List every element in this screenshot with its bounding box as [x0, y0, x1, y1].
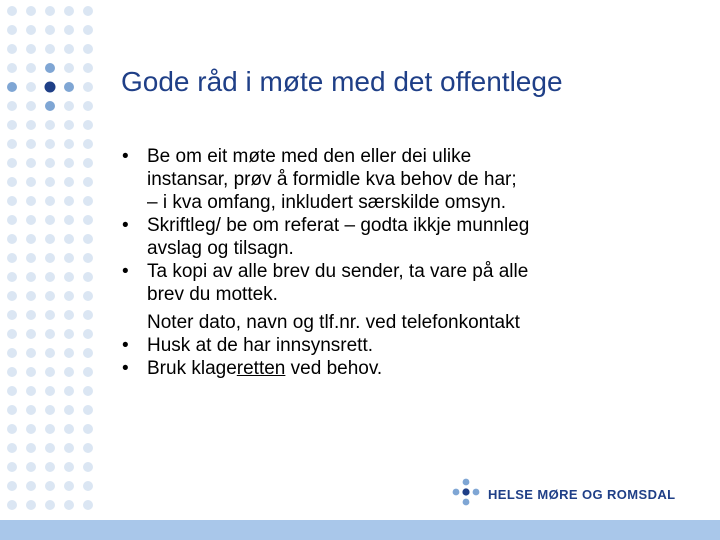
decorative-dot — [64, 272, 74, 282]
decorative-dot — [26, 101, 36, 111]
decorative-dot — [83, 424, 93, 434]
decorative-dot — [45, 424, 55, 434]
decorative-dot — [26, 177, 36, 187]
bullet-underlined-word: retten — [236, 358, 286, 379]
decorative-dot — [26, 500, 36, 510]
decorative-dot — [83, 44, 93, 54]
decorative-dot — [45, 481, 55, 491]
decorative-dot-grid — [0, 0, 110, 520]
decorative-dot — [7, 291, 17, 301]
decorative-dot — [7, 63, 17, 73]
decorative-dot — [64, 139, 74, 149]
decorative-dot — [83, 253, 93, 263]
decorative-dot — [26, 462, 36, 472]
decorative-dot — [64, 329, 74, 339]
decorative-dot — [45, 63, 55, 73]
decorative-dot — [7, 6, 17, 16]
decorative-dot — [7, 386, 17, 396]
decorative-dot — [83, 63, 93, 73]
decorative-dot — [83, 158, 93, 168]
bullet-line: • Be om eit møte med den eller dei ulike — [147, 146, 472, 167]
footer-bar — [0, 520, 720, 540]
decorative-dot — [83, 177, 93, 187]
decorative-dot — [26, 215, 36, 225]
decorative-dot — [64, 215, 74, 225]
decorative-dot — [7, 177, 17, 187]
bullet-item-1 — [118, 145, 678, 214]
decorative-dot — [64, 291, 74, 301]
decorative-dot — [26, 196, 36, 206]
decorative-dot — [26, 386, 36, 396]
decorative-dot — [26, 234, 36, 244]
decorative-dot — [64, 177, 74, 187]
decorative-dot — [45, 120, 55, 130]
decorative-dot — [45, 367, 55, 377]
decorative-dot — [26, 82, 36, 92]
decorative-dot — [45, 234, 55, 244]
bullet-item-2 — [118, 214, 678, 260]
decorative-dot — [26, 329, 36, 339]
decorative-dot — [7, 481, 17, 491]
bullet-line: • Husk at de har innsynsrett. — [147, 335, 373, 356]
decorative-dot — [83, 462, 93, 472]
decorative-dot — [45, 329, 55, 339]
decorative-dot — [26, 424, 36, 434]
decorative-dot — [64, 6, 74, 16]
decorative-dot — [26, 348, 36, 358]
decorative-dot — [83, 500, 93, 510]
decorative-dot — [83, 101, 93, 111]
decorative-dot — [83, 139, 93, 149]
decorative-dot — [83, 82, 93, 92]
bullet-list — [118, 145, 678, 380]
decorative-dot — [45, 443, 55, 453]
decorative-dot — [7, 310, 17, 320]
decorative-dot — [64, 253, 74, 263]
decorative-dot — [83, 120, 93, 130]
decorative-dot — [83, 6, 93, 16]
bullet-line: • Ta kopi av alle brev du sender, ta vare på alle — [147, 261, 529, 282]
decorative-dot — [26, 443, 36, 453]
bullet-line: avslag og tilsagn. — [147, 238, 294, 259]
decorative-dot — [83, 196, 93, 206]
decorative-dot — [45, 405, 55, 415]
decorative-dot — [45, 500, 55, 510]
decorative-dot — [64, 481, 74, 491]
decorative-dot — [45, 291, 55, 301]
decorative-dot — [83, 386, 93, 396]
decorative-dot — [45, 386, 55, 396]
decorative-dot — [26, 25, 36, 35]
decorative-dot — [26, 367, 36, 377]
decorative-dot — [64, 310, 74, 320]
decorative-dot — [64, 348, 74, 358]
decorative-dot — [45, 139, 55, 149]
decorative-dot — [26, 481, 36, 491]
bullet-item-3 — [118, 260, 678, 306]
decorative-dot — [26, 272, 36, 282]
decorative-dot — [26, 6, 36, 16]
bullet-line: instansar, prøv å formidle kva behov de har; — [147, 169, 517, 190]
organization-logo — [452, 478, 676, 510]
decorative-dot — [45, 215, 55, 225]
decorative-dot — [64, 82, 74, 92]
decorative-dot — [45, 177, 55, 187]
decorative-dot — [7, 82, 17, 92]
decorative-dot — [83, 25, 93, 35]
decorative-dot — [83, 405, 93, 415]
decorative-dot — [7, 348, 17, 358]
decorative-dot — [83, 348, 93, 358]
decorative-dot — [64, 44, 74, 54]
decorative-dot — [45, 196, 55, 206]
decorative-dot — [64, 234, 74, 244]
decorative-dot — [45, 348, 55, 358]
decorative-dot — [7, 405, 17, 415]
decorative-dot — [7, 329, 17, 339]
decorative-dot — [7, 25, 17, 35]
decorative-dot — [45, 44, 55, 54]
decorative-dot — [64, 386, 74, 396]
decorative-dot — [45, 310, 55, 320]
decorative-dot — [7, 253, 17, 263]
bullet-item-5 — [118, 357, 678, 380]
decorative-dot — [64, 120, 74, 130]
decorative-dot — [64, 500, 74, 510]
decorative-dot — [45, 25, 55, 35]
decorative-dot — [26, 120, 36, 130]
decorative-dot — [64, 367, 74, 377]
decorative-dot — [83, 481, 93, 491]
decorative-dot — [7, 158, 17, 168]
decorative-dot — [7, 367, 17, 377]
logo-text: HELSE MØRE OG ROMSDAL — [488, 486, 676, 502]
decorative-dot — [26, 44, 36, 54]
decorative-dot — [26, 139, 36, 149]
logo-dots-icon — [452, 478, 482, 510]
decorative-dot — [64, 443, 74, 453]
decorative-dot — [64, 424, 74, 434]
decorative-dot — [45, 158, 55, 168]
decorative-dot — [26, 291, 36, 301]
decorative-dot — [7, 44, 17, 54]
decorative-dot — [26, 63, 36, 73]
decorative-dot — [7, 215, 17, 225]
decorative-dot — [7, 443, 17, 453]
decorative-dot — [7, 196, 17, 206]
bullet-line: • Skriftleg/ be om referat – godta ikkje munnleg — [147, 215, 530, 236]
bullet-text-prefix: Bruk klage — [147, 358, 237, 379]
decorative-dot — [64, 462, 74, 472]
slide-title: Gode råd i møte med det offentlege — [121, 66, 563, 97]
decorative-dot — [7, 272, 17, 282]
bullet-item-4 — [118, 334, 678, 357]
decorative-dot — [26, 405, 36, 415]
bullet-text-suffix: ved behov. — [285, 358, 383, 379]
decorative-dot — [7, 424, 17, 434]
decorative-dot — [64, 158, 74, 168]
decorative-dot — [83, 234, 93, 244]
decorative-dot — [7, 120, 17, 130]
bullet-line: brev du mottek. — [147, 284, 278, 305]
decorative-dot — [45, 6, 55, 16]
decorative-dot — [83, 443, 93, 453]
decorative-dot — [83, 291, 93, 301]
decorative-dot — [26, 310, 36, 320]
decorative-dot — [7, 101, 17, 111]
decorative-dot — [45, 272, 55, 282]
decorative-dot — [64, 101, 74, 111]
decorative-dot — [83, 367, 93, 377]
decorative-dot — [7, 462, 17, 472]
decorative-dot — [7, 234, 17, 244]
decorative-dot — [64, 63, 74, 73]
decorative-dot — [64, 25, 74, 35]
decorative-dot — [64, 196, 74, 206]
decorative-dot — [45, 253, 55, 263]
decorative-dot — [45, 101, 55, 111]
decorative-dot — [83, 329, 93, 339]
decorative-dot — [7, 500, 17, 510]
decorative-dot — [83, 310, 93, 320]
decorative-dot — [26, 158, 36, 168]
decorative-dot — [45, 462, 55, 472]
bullet-continuation: Noter dato, navn og tlf.nr. ved telefonkontakt — [147, 312, 520, 333]
decorative-dot — [26, 253, 36, 263]
decorative-dot — [7, 139, 17, 149]
decorative-dot — [83, 215, 93, 225]
decorative-dot — [45, 82, 56, 93]
decorative-dot — [83, 272, 93, 282]
bullet-line: – i kva omfang, inkludert særskilde omsyn. — [147, 192, 507, 213]
decorative-dot — [64, 405, 74, 415]
